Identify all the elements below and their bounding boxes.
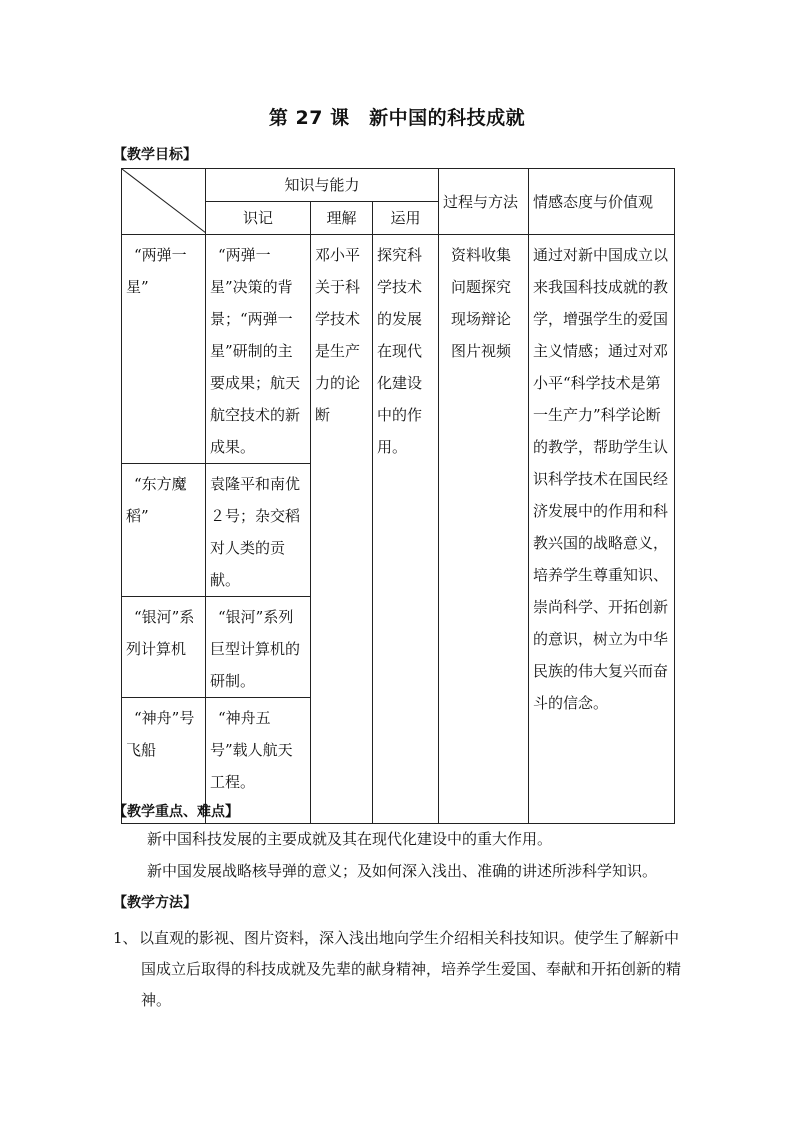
section-heading-key-points: 【教学重点、难点】 [113,804,239,820]
method-number: 1、 [113,929,138,947]
remember-cell: 袁隆平和南优２号；杂交稻对人类的贡献。 [206,464,311,597]
topic-cell: “神舟”号飞船 [122,698,206,824]
remember-cell: “神舟五号”载人航天工程。 [206,698,311,824]
understand-cell: 邓小平关于科学技术是生产力的论断 [311,235,373,824]
header-apply: 运用 [373,202,439,235]
topic-cell: “银河”系列计算机 [122,597,206,698]
header-emotion: 情感态度与价值观 [529,169,675,235]
header-process: 过程与方法 [439,169,529,235]
apply-cell: 探究科学技术的发展在现代化建设中的作用。 [373,235,439,824]
section-heading-methods: 【教学方法】 [113,895,197,911]
process-cell: 资料收集问题探究现场辩论图片视频 [439,235,529,824]
topic-cell: “两弹一星” [122,235,206,464]
header-remember: 识记 [206,202,311,235]
remember-cell: “银河”系列巨型计算机的研制。 [206,597,311,698]
emotion-cell: 通过对新中国成立以来我国科技成就的教学，增强学生的爱国主义情感；通过对邓小平“科学技术是第一生产力”科学论断的教学，帮助学生认识科学技术在国民经济发展中的作用和科教兴国的战略意义，培养学生尊重知识、崇尚科学、开拓创新的意识，树立为中华民族的伟大复兴而奋斗的信念。 [529,235,675,824]
topic-cell: “东方魔稻” [122,464,206,597]
objectives-table [121,168,675,824]
remember-cell: “两弹一星”决策的背景；“两弹一星”研制的主要成果；航天航空技术的新成果。 [206,235,311,464]
header-understand: 理解 [311,202,373,235]
key-point-paragraph: 新中国科技发展的主要成就及其在现代化建设中的重大作用。 [147,830,553,848]
lesson-title: 第 27 课 新中国的科技成就 [268,107,526,129]
diagonal-header-cell [122,169,206,235]
method-paragraph: 以直观的影视、图片资料，深入浅出地向学生介绍相关科技知识。使学生了解新中国成立后取得的科技成就及先辈的献身精神，培养学生爱国、奉献和开拓创新的精神。 [139,929,682,1009]
header-knowledge: 知识与能力 [206,169,439,202]
key-point-paragraph: 新中国发展战略核导弹的意义；及如何深入浅出、准确的讲述所涉科学知识。 [147,862,658,880]
section-heading-objectives: 【教学目标】 [113,147,197,163]
diagonal-line [122,169,206,233]
